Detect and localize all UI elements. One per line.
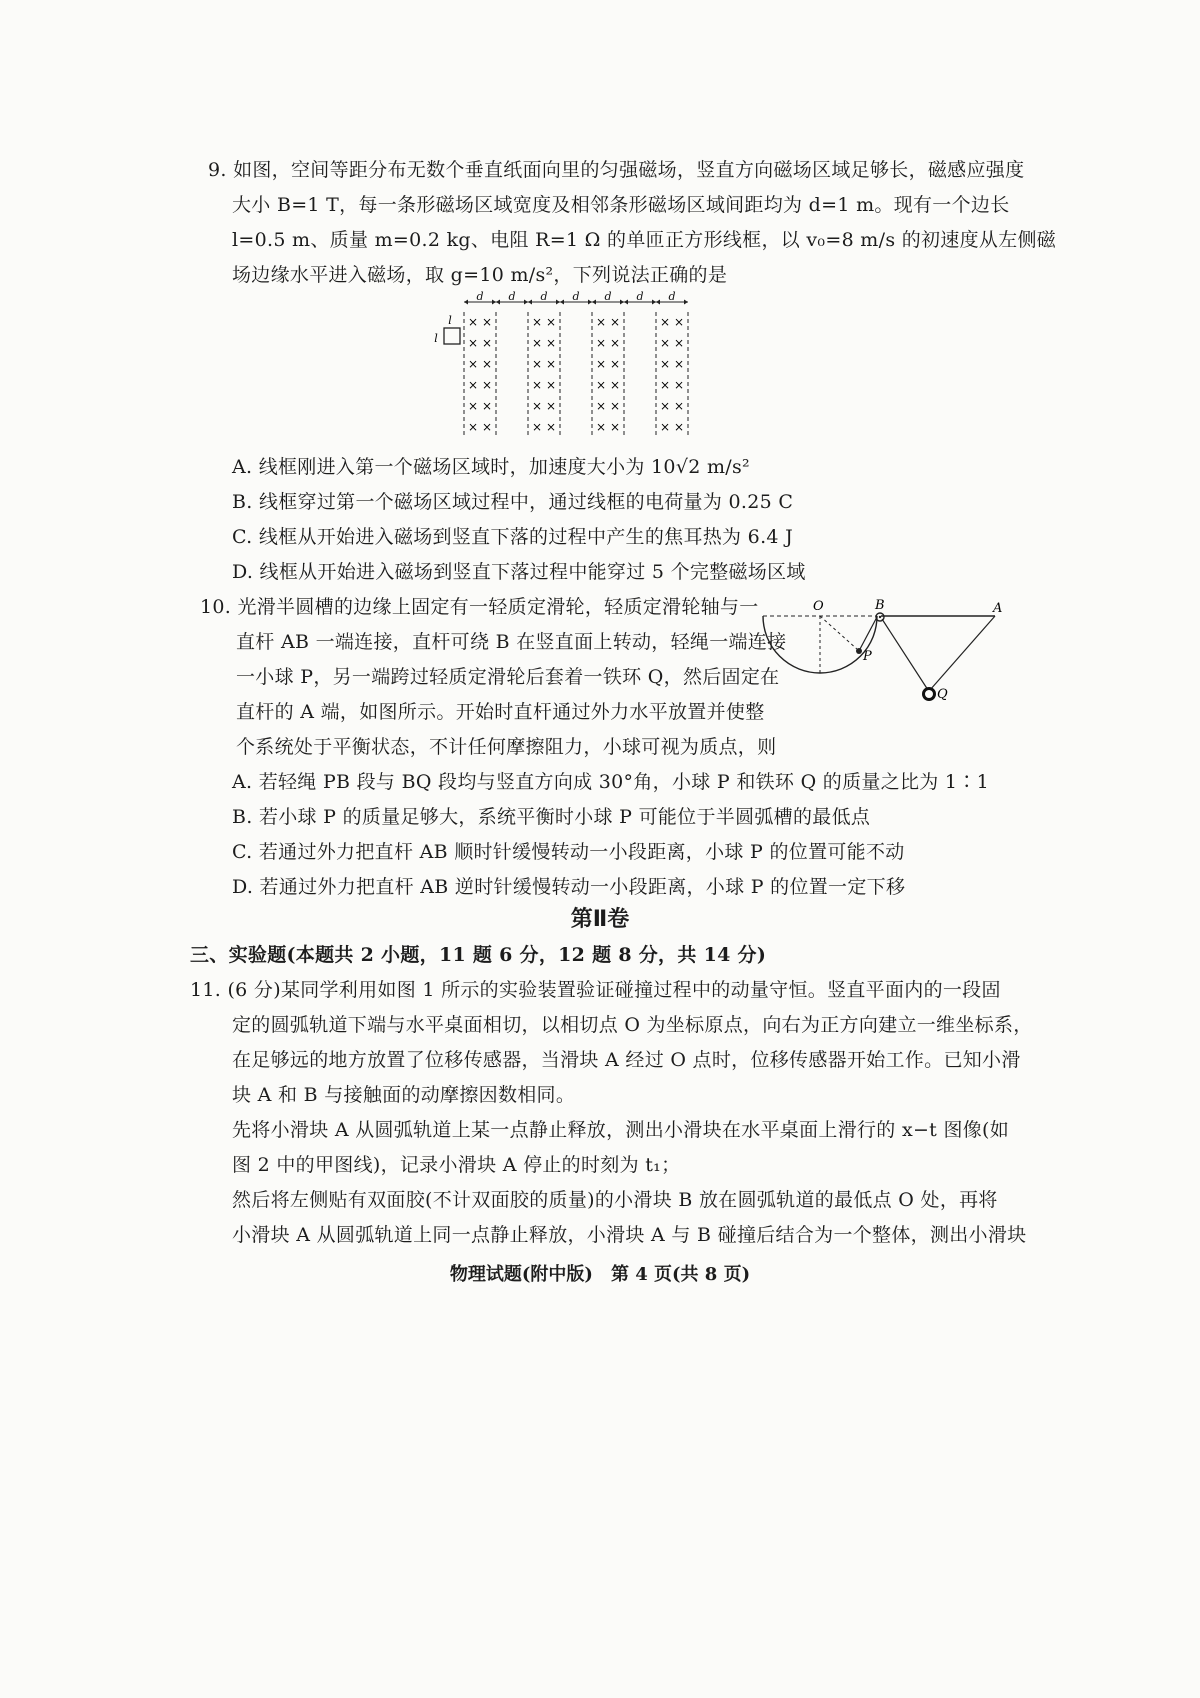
field-cross-mark: × [545,378,557,392]
dimension-arrow [560,300,564,305]
q11-line-4: 块 A 和 B 与接触面的动摩擦因数相同。 [232,1084,576,1106]
q10-option-c: C. 若通过外力把直杆 AB 顺时针缓慢转动一小段距离，小球 P 的位置可能不动 [232,841,905,863]
field-cross-mark: × [673,420,685,434]
rope-qa [930,616,995,690]
q11-line-3: 在足够远的地方放置了位移传感器，当滑块 A 经过 O 点时，位移传感器开始工作。已知小滑 [232,1049,1021,1071]
label-p: P [863,649,872,664]
q11-line-8: 小滑块 A 从圆弧轨道上同一点静止释放，小滑块 A 与 B 碰撞后结合为一个整体，测出小滑块 [232,1224,1027,1246]
label-b: B [875,598,885,613]
dimension-label: d [604,290,612,303]
field-cross-mark: × [481,420,493,434]
field-cross-mark: × [659,378,671,392]
label-a: A [993,601,1003,616]
field-cross-mark: × [595,399,607,413]
field-cross-mark: × [609,420,621,434]
field-cross-mark: × [673,336,685,350]
dimension-arrow [556,300,560,305]
dimension-arrow [620,300,624,305]
q10-option-a: A. 若轻绳 PB 段与 BQ 段均与竖直方向成 30°角，小球 P 和铁环 Q 的质量之比为 1∶1 [232,771,989,793]
field-cross-mark: × [673,315,685,329]
q9-line-3: l=0.5 m、质量 m=0.2 kg、电阻 R=1 Ω 的单匝正方形线框，以 v₀=8 m/s 的初速度从左侧磁 [232,229,1057,251]
q10-line-4: 直杆的 A 端，如图所示。开始时直杆通过外力水平放置并使整 [236,701,765,723]
dimension-label: d [476,290,484,303]
q9-option-a: A. 线框刚进入第一个磁场区域时，加速度大小为 10√2 m/s² [232,456,750,478]
dimension-arrow [684,300,688,305]
dimension-arrow [528,300,532,305]
field-cross-mark: × [531,336,543,350]
dimension-label: d [540,290,548,303]
field-cross-mark: × [659,315,671,329]
dimension-arrow [624,300,628,305]
dimension-label: d [668,290,676,303]
ball-p [856,648,862,654]
field-cross-mark: × [545,420,557,434]
field-cross-mark: × [481,315,493,329]
field-cross-mark: × [659,357,671,371]
q11-line-5: 先将小滑块 A 从圆弧轨道上某一点静止释放，测出小滑块在水平桌面上滑行的 x−t 图像(如 [232,1119,1010,1141]
page-footer: 物理试题(附中版) 第 4 页(共 8 页) [449,1264,751,1285]
q11-line-1: 11. (6 分)某同学利用如图 1 所示的实验装置验证碰撞过程中的动量守恒。竖直平面内的一段固 [190,979,1001,1001]
section-3-heading: 三、实验题(本题共 2 小题，11 题 6 分，12 题 8 分，共 14 分) [190,944,767,966]
dimension-arrow [492,300,496,305]
q10-option-d: D. 若通过外力把直杆 AB 逆时针缓慢转动一小段距离，小球 P 的位置一定下移 [232,876,906,898]
field-zones [464,312,688,435]
field-cross-mark: × [531,378,543,392]
field-cross-mark: × [609,378,621,392]
field-cross-mark: × [467,420,479,434]
radius-dashed-op [820,616,858,650]
field-cross-mark: × [481,357,493,371]
field-cross-mark: × [673,378,685,392]
field-cross-mark: × [467,357,479,371]
q9-magnetic-field-figure [430,290,710,440]
dimension-arrow [592,300,596,305]
field-cross-mark: × [609,357,621,371]
field-cross-mark: × [673,357,685,371]
label-o: O [813,599,824,614]
field-cross-mark: × [545,315,557,329]
field-cross-mark: × [659,399,671,413]
field-cross-mark: × [609,336,621,350]
field-cross-mark: × [545,399,557,413]
dimension-arrow [656,300,660,305]
field-cross-mark: × [531,399,543,413]
field-cross-mark: × [609,315,621,329]
coil-side-label-top: l [448,314,452,327]
dimension-labels [464,290,688,305]
dimension-arrow [588,300,592,305]
q10-pulley-figure [755,598,1005,718]
dimension-label: d [636,290,644,303]
coil-side-label-left: l [434,332,438,345]
q9-line-2: 大小 B=1 T，每一条形磁场区域宽度及相邻条形磁场区域间距均为 d=1 m。现有一个边长 [232,194,1010,216]
field-cross-mark: × [467,336,479,350]
q10-line-5: 个系统处于平衡状态，不计任何摩擦阻力，小球可视为质点，则 [236,736,777,758]
dimension-label: d [572,290,580,303]
q9-option-c: C. 线框从开始进入磁场到竖直下落的过程中产生的焦耳热为 6.4 J [232,526,794,548]
q11-line-7: 然后将左侧贴有双面胶(不计双面胶的质量)的小滑块 B 放在圆弧轨道的最低点 O 处，再将 [232,1189,998,1211]
field-cross-mark: × [595,420,607,434]
dimension-arrow [464,300,468,305]
q9-option-b: B. 线框穿过第一个磁场区域过程中，通过线框的电荷量为 0.25 C [232,491,794,513]
field-cross-mark: × [467,378,479,392]
section-2-title: 第Ⅱ卷 [570,907,630,932]
q9-line-1: 9. 如图，空间等距分布无数个垂直纸面向里的匀强磁场，竖直方向磁场区域足够长，磁感应强度 [208,159,1025,181]
q10-option-b: B. 若小球 P 的质量足够大，系统平衡时小球 P 可能位于半圆弧槽的最低点 [232,806,871,828]
field-cross-mark: × [609,399,621,413]
field-cross-mark: × [659,336,671,350]
field-cross-mark: × [531,420,543,434]
field-cross-mark: × [595,378,607,392]
field-cross-mark: × [545,357,557,371]
q10-line-2: 直杆 AB 一端连接，直杆可绕 B 在竖直面上转动，轻绳一端连接 [236,631,787,653]
field-cross-mark: × [467,315,479,329]
dimension-arrow [496,300,500,305]
dimension-arrow [652,300,656,305]
q9-option-d: D. 线框从开始进入磁场到竖直下落过程中能穿过 5 个完整磁场区域 [232,561,806,583]
field-cross-mark: × [595,336,607,350]
field-cross-mark: × [481,378,493,392]
field-cross-mark: × [531,315,543,329]
ring-q [924,689,935,700]
rope-bq [882,619,928,690]
dimension-arrow [524,300,528,305]
q11-line-2: 定的圆弧轨道下端与水平桌面相切，以相切点 O 为坐标原点，向右为正方向建立一维坐标系， [232,1014,1033,1036]
q10-line-3: 一小球 P，另一端跨过轻质定滑轮后套着一铁环 Q，然后固定在 [236,666,780,688]
q9-line-4: 场边缘水平进入磁场，取 g=10 m/s²，下列说法正确的是 [232,264,728,286]
square-coil [444,328,460,344]
q11-line-6: 图 2 中的甲图线)，记录小滑块 A 停止的时刻为 t₁； [232,1154,681,1176]
field-cross-mark: × [481,336,493,350]
field-cross-mark: × [545,336,557,350]
field-cross-mark: × [595,357,607,371]
field-cross-mark: × [595,315,607,329]
field-cross-mark: × [481,399,493,413]
field-cross-mark: × [659,420,671,434]
field-cross-mark: × [673,399,685,413]
label-q: Q [937,687,948,702]
q10-line-1: 10. 光滑半圆槽的边缘上固定有一轻质定滑轮，轻质定滑轮轴与一 [200,596,759,618]
field-cross-mark: × [531,357,543,371]
field-cross-mark: × [467,399,479,413]
dimension-label: d [508,290,516,303]
